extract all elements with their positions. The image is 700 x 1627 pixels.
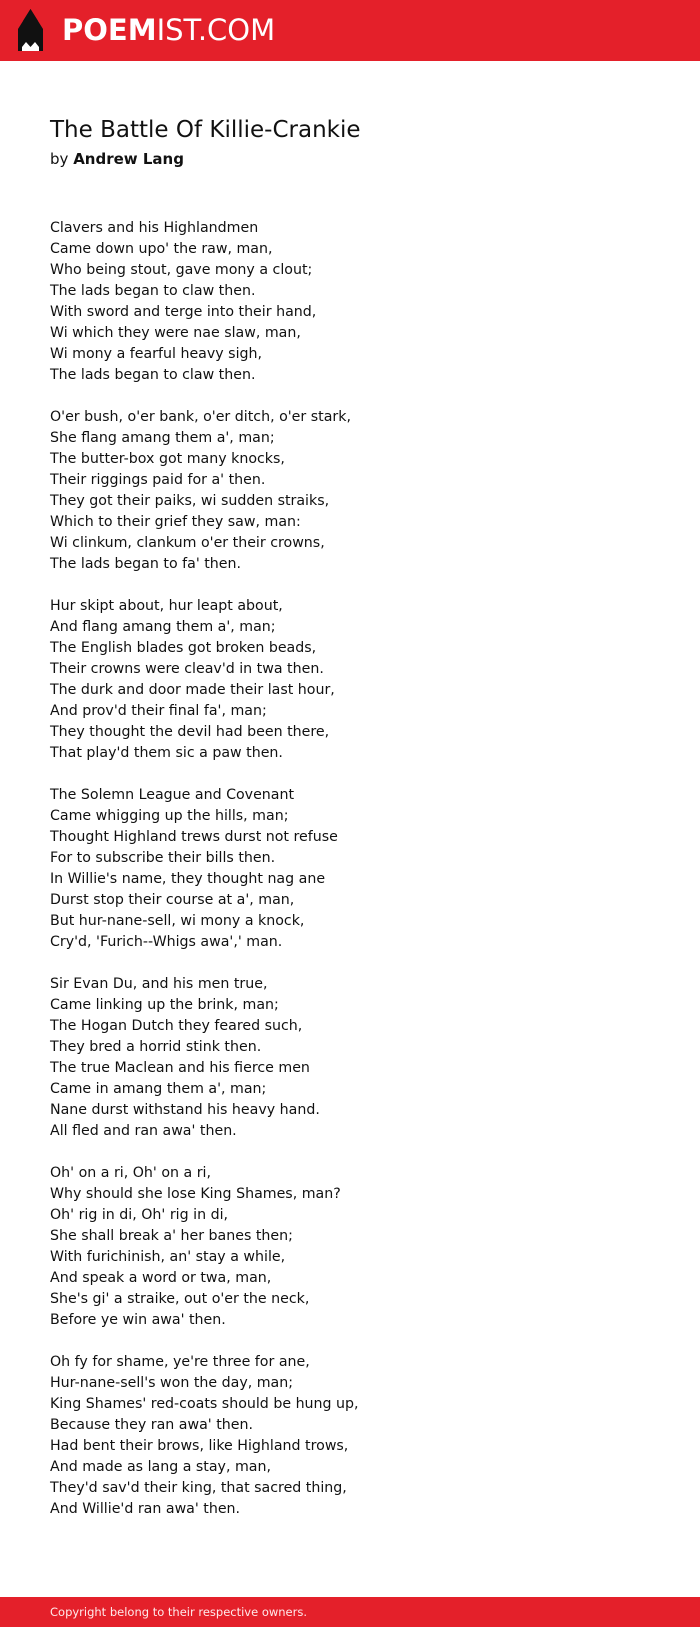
poem-line: They thought the devil had been there, [50, 724, 330, 740]
poem-line: Who being stout, gave mony a clout; [50, 262, 313, 278]
poem-line: And prov'd their final fa', man; [50, 703, 267, 719]
by-label: by [50, 150, 69, 168]
site-header [0, 0, 700, 61]
poem-line: That play'd them sic a paw then. [50, 745, 283, 761]
poem-line: Came down upo' the raw, man, [50, 241, 273, 257]
poem-line: Their riggings paid for a' then. [50, 472, 266, 488]
poem-line: She's gi' a straike, out o'er the neck, [50, 1291, 310, 1307]
poem-line: All fled and ran awa' then. [50, 1123, 237, 1139]
poem-line: With furichinish, an' stay a while, [50, 1249, 286, 1265]
poem-line: Oh' on a ri, Oh' on a ri, [50, 1165, 211, 1181]
poem-line: The English blades got broken beads, [50, 640, 317, 656]
poem-body [50, 218, 650, 1541]
poem-line: Came in amang them a', man; [50, 1081, 267, 1097]
poem-line: Because they ran awa' then. [50, 1417, 253, 1433]
poem-stanza [50, 1163, 650, 1331]
poem-line: The lads began to claw then. [50, 367, 256, 383]
poem-line: Why should she lose King Shames, man? [50, 1186, 341, 1202]
poem-line: Their crowns were cleav'd in twa then. [50, 661, 324, 677]
poem-line: The lads began to fa' then. [50, 556, 242, 572]
poem-line: They bred a horrid stink then. [50, 1039, 262, 1055]
poem-line: The Solemn League and Covenant [50, 787, 295, 803]
pencil-logo-icon[interactable] [18, 9, 43, 51]
poem-title: The Battle Of Killie-Crankie [50, 117, 361, 143]
poem-line: King Shames' red-coats should be hung up, [50, 1396, 359, 1412]
poem-stanza [50, 596, 650, 764]
poem-stanza [50, 407, 650, 575]
poem-line: Wi clinkum, clankum o'er their crowns, [50, 535, 325, 551]
poem-line: Sir Evan Du, and his men true, [50, 976, 268, 992]
poem-line: O'er bush, o'er bank, o'er ditch, o'er stark, [50, 409, 351, 425]
poem-stanza [50, 974, 650, 1142]
poem-line: And speak a word or twa, man, [50, 1270, 272, 1286]
poem-line: The durk and door made their last hour, [50, 682, 335, 698]
logo-text-bold: POEM [62, 13, 157, 47]
poem-line: Which to their grief they saw, man: [50, 514, 301, 530]
poem-line: For to subscribe their bills then. [50, 850, 276, 866]
poem-line: Came whigging up the hills, man; [50, 808, 289, 824]
poem-line: Oh fy for shame, ye're three for ane, [50, 1354, 310, 1370]
poem-line: Hur skipt about, hur leapt about, [50, 598, 283, 614]
site-logo-link[interactable] [62, 13, 275, 47]
poem-line: Came linking up the brink, man; [50, 997, 279, 1013]
poem-line: They'd sav'd their king, that sacred thing, [50, 1480, 347, 1496]
poem-line: They got their paiks, wi sudden straiks, [50, 493, 330, 509]
poem-line: Had bent their brows, like Highland trows, [50, 1438, 349, 1454]
poem-stanza [50, 218, 650, 386]
poem-line: The butter-box got many knocks, [50, 451, 285, 467]
poem-line: Durst stop their course at a', man, [50, 892, 295, 908]
poem-line: Nane durst withstand his heavy hand. [50, 1102, 320, 1118]
poem-line: The lads began to claw then. [50, 283, 256, 299]
logo-text-light: IST.COM [156, 13, 276, 47]
poem-line: The Hogan Dutch they feared such, [50, 1018, 303, 1034]
poem-line: With sword and terge into their hand, [50, 304, 317, 320]
poem-line: Wi mony a fearful heavy sigh, [50, 346, 263, 362]
poem-line: And Willie'd ran awa' then. [50, 1501, 241, 1517]
copyright-text: Copyright belong to their respective owners. [50, 1605, 308, 1619]
author-name[interactable]: Andrew Lang [73, 150, 184, 168]
poem-line: Wi which they were nae slaw, man, [50, 325, 301, 341]
poem-line: And flang amang them a', man; [50, 619, 276, 635]
poem-stanza [50, 1352, 650, 1520]
poem-line: The true Maclean and his fierce men [50, 1060, 310, 1076]
poem-byline [50, 149, 184, 169]
poem-line: Oh' rig in di, Oh' rig in di, [50, 1207, 229, 1223]
poem-line: Hur-nane-sell's won the day, man; [50, 1375, 294, 1391]
poem-line: And made as lang a stay, man, [50, 1459, 271, 1475]
site-footer [0, 1597, 700, 1627]
poem-line: Thought Highland trews durst not refuse [50, 829, 338, 845]
poem-line: Cry'd, 'Furich--Whigs awa',' man. [50, 934, 283, 950]
poem-line: She shall break a' her banes then; [50, 1228, 293, 1244]
poem-line: Clavers and his Highlandmen [50, 220, 259, 236]
poem-line: Before ye win awa' then. [50, 1312, 226, 1328]
poem-stanza [50, 785, 650, 953]
poem-line: In Willie's name, they thought nag ane [50, 871, 326, 887]
poem-line: She flang amang them a', man; [50, 430, 275, 446]
poem-line: But hur-nane-sell, wi mony a knock, [50, 913, 305, 929]
